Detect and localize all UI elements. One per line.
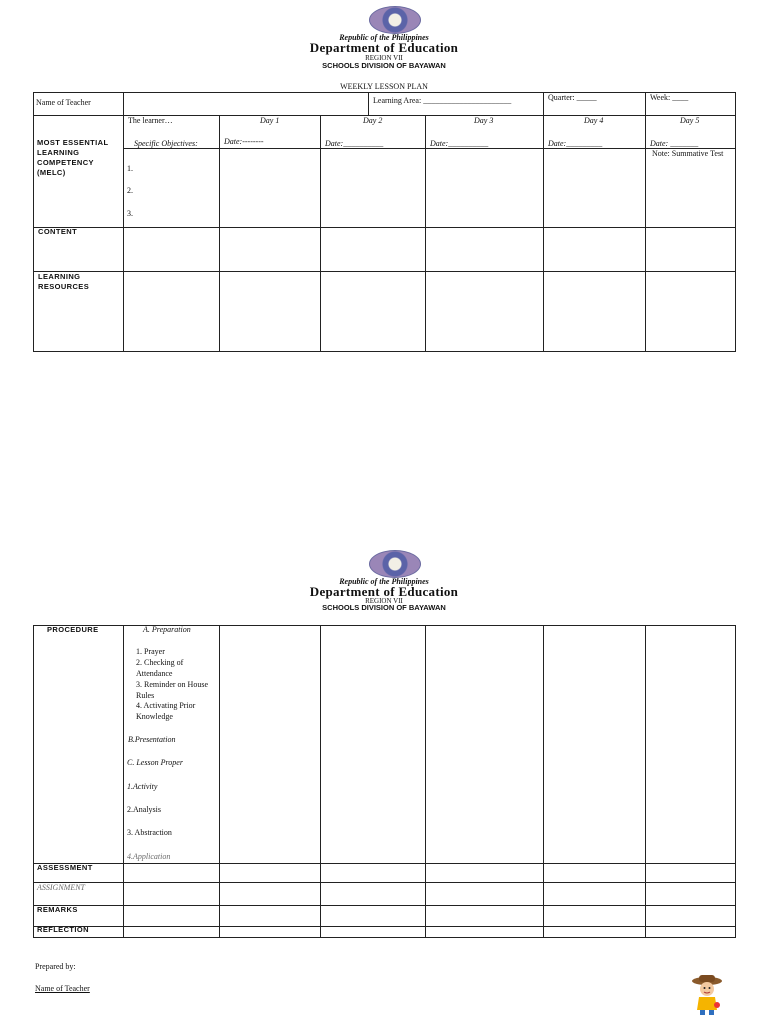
teacher-name: Name of Teacher	[35, 984, 90, 993]
lesson-proper-heading: C. Lesson Proper	[127, 758, 183, 767]
page-title: WEEKLY LESSON PLAN	[340, 82, 428, 91]
objective-2: 2.	[127, 186, 133, 195]
learning-area: Learning Area: ______________________	[373, 96, 512, 105]
teacher-label: Name of Teacher	[36, 98, 91, 107]
step-activity: 1.Activity	[127, 782, 158, 791]
week: Week: ____	[650, 93, 689, 102]
day-2-date: Date:__________	[325, 139, 384, 148]
preparation-heading: A. Preparation	[143, 625, 191, 634]
day-5-date: Date: _______	[650, 139, 699, 148]
content-label: CONTENT	[38, 227, 78, 236]
division-text-2: SCHOOLS DIVISION OF BAYAWAN	[322, 603, 446, 612]
department-text-2: Department of Education	[309, 584, 459, 599]
mascot-icon	[690, 972, 724, 1016]
presentation-heading: B.Presentation	[128, 735, 176, 744]
prep-item-4: 4. Activating Prior Knowledge	[136, 701, 196, 721]
procedure-label: PROCEDURE	[47, 625, 99, 634]
prep-item-1: 1. Prayer	[136, 647, 165, 656]
objective-3: 3.	[127, 209, 133, 218]
day-3-date: Date:__________	[430, 139, 489, 148]
day-2-header: Day 2	[363, 116, 383, 125]
assessment-label: ASSESSMENT	[37, 863, 93, 872]
step-abstraction: 3. Abstraction	[127, 828, 172, 837]
region-text: REGION VII	[365, 54, 403, 62]
objectives-label: Specific Objectives:	[134, 139, 198, 148]
region-text-2: REGION VII	[365, 597, 403, 605]
day-5-header: Day 5	[680, 116, 700, 125]
department-text: Department of Education	[309, 40, 459, 55]
prep-item-3: 3. Reminder on House Rules	[136, 680, 208, 700]
step-analysis: 2.Analysis	[127, 805, 161, 814]
remarks-label: REMARKS	[37, 905, 78, 914]
republic-text: Republic of the Philippines	[339, 33, 429, 42]
assignment-label: ASSIGNMENT	[37, 883, 85, 892]
reflection-label: REFLECTION	[37, 925, 89, 934]
summative-note: Note: Summative Test	[652, 149, 724, 158]
prepared-by: Prepared by:	[35, 962, 76, 971]
deped-seal	[369, 6, 421, 34]
prep-item-2: 2. Checking of Attendance	[136, 658, 184, 678]
day-4-date: Date:_________	[548, 139, 603, 148]
melc-label: MOST ESSENTIAL LEARNING COMPETENCY (MELC)	[37, 138, 109, 177]
day-1-header: Day 1	[260, 116, 280, 125]
day-3-header: Day 3	[474, 116, 494, 125]
objective-1: 1.	[127, 164, 133, 173]
step-application: 4.Application	[127, 852, 171, 861]
division-text: SCHOOLS DIVISION OF BAYAWAN	[322, 61, 446, 70]
day-1-date: Date:--------	[224, 137, 264, 146]
quarter: Quarter: _____	[548, 93, 597, 102]
deped-seal-2	[369, 550, 421, 578]
learner-label: The learner…	[128, 116, 173, 125]
republic-text-2: Republic of the Philippines	[339, 577, 429, 586]
resources-label: LEARNING RESOURCES	[38, 272, 90, 291]
day-4-header: Day 4	[584, 116, 604, 125]
